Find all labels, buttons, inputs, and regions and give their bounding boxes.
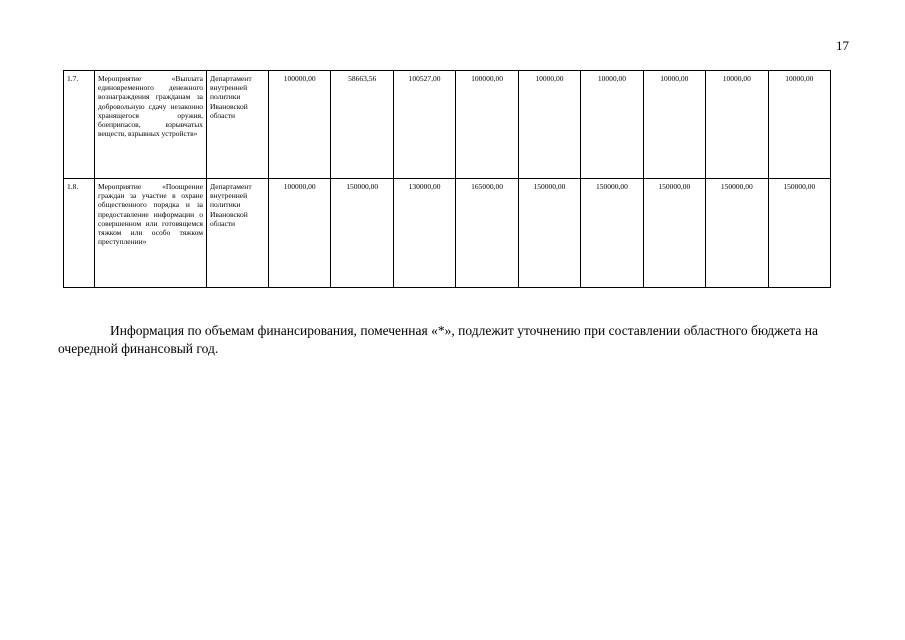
page-number: 17 [836, 38, 849, 53]
amount-cell: 150000,00 [581, 179, 643, 288]
department: Департамент внутренней политики Ивановской области [207, 71, 269, 179]
table-row [64, 71, 831, 179]
amount-cell: 10000,00 [581, 71, 643, 179]
event-name: Мероприятие «Поощрение граждан за участие в охране общественного порядка и за предоставление информации о совершенном или готовящемся тяжком или особо тяжком преступлении» [95, 179, 207, 288]
amount-cell: 150000,00 [706, 179, 768, 288]
amount-cell: 10000,00 [643, 71, 705, 179]
amount-cell: 150000,00 [768, 179, 831, 288]
amount-cell: 150000,00 [331, 179, 393, 288]
amount-cell: 10000,00 [706, 71, 768, 179]
amount-cell: 130000,00 [393, 179, 455, 288]
amount-cell: 150000,00 [643, 179, 705, 288]
funding-footnote: Информация по объемам финансирования, помеченная «*», подлежит уточнению при составлении областного бюджета на очередной финансовый год. [58, 322, 818, 356]
funding-table [63, 70, 831, 288]
amount-cell: 100527,00 [393, 71, 455, 179]
row-number: 1.7. [64, 71, 95, 179]
row-number: 1.8. [64, 179, 95, 288]
amount-cell: 10000,00 [768, 71, 831, 179]
table-row [64, 179, 831, 288]
amount-cell: 150000,00 [518, 179, 580, 288]
department: Департамент внутренней политики Ивановской области [207, 179, 269, 288]
amount-cell: 165000,00 [456, 179, 518, 288]
amount-cell: 100000,00 [269, 71, 331, 179]
amount-cell: 100000,00 [269, 179, 331, 288]
amount-cell: 100000,00 [456, 71, 518, 179]
event-name: Мероприятие «Выплата единовременного денежного вознаграждения гражданам за добровольную сдачу незаконно хранящегося оружия, боеприпасов, взрывчатых веществ, взрывных устройств» [95, 71, 207, 179]
amount-cell: 10000,00 [518, 71, 580, 179]
amount-cell: 58663,56 [331, 71, 393, 179]
